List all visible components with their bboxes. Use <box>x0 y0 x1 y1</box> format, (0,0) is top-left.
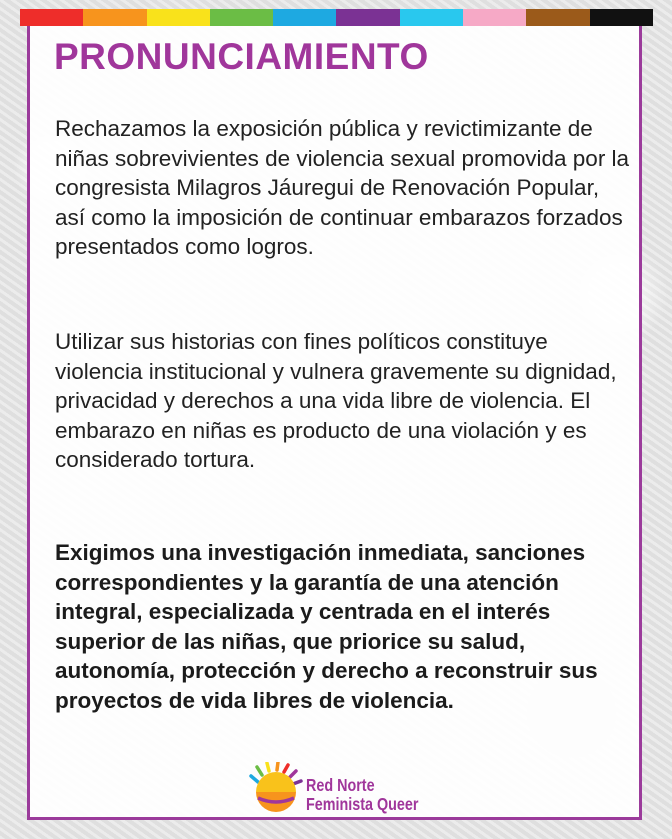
rainbow-segment <box>400 9 463 26</box>
rainbow-segment <box>20 9 83 26</box>
rainbow-segment <box>463 9 526 26</box>
page-title: PRONUNCIAMIENTO <box>54 36 429 77</box>
sun-logo-icon <box>248 762 304 818</box>
rainbow-stripe <box>20 9 653 26</box>
rainbow-segment <box>526 9 589 26</box>
rainbow-segment <box>273 9 336 26</box>
paragraph-rejection: Rechazamos la exposición pública y revictimizante de niñas sobrevivientes de violencia sexual promovida por la congresista Milagros Jáuregui de Renovación Popular, así como la imposición de continuar embarazos forzados presentados como logros. <box>55 116 630 259</box>
organization-name-line1: Red Norte <box>306 775 375 795</box>
rainbow-segment <box>210 9 273 26</box>
rainbow-segment <box>336 9 399 26</box>
rainbow-segment <box>590 9 653 26</box>
paragraph-institutional-violence: Utilizar sus historias con fines políticos constituye violencia institucional y vulnera gravemente su dignidad, privacidad y derechos a una vida libre de violencia. El embarazo en niñas es producto de una violación y es considerado tortura. <box>55 329 617 472</box>
rainbow-segment <box>147 9 210 26</box>
organization-name-line2: Feminista Queer <box>306 794 419 814</box>
paragraph-demands: Exigimos una investigación inmediata, sanciones correspondientes y la garantía de una atención integral, especializada y centrada en el interés superior de las niñas, que priorice su salud, autonomía, protección y derecho a reconstruir sus proyectos de vida libres de violencia. <box>55 540 598 713</box>
rainbow-segment <box>83 9 146 26</box>
organization-name <box>306 776 418 814</box>
organization-logo <box>248 762 448 822</box>
